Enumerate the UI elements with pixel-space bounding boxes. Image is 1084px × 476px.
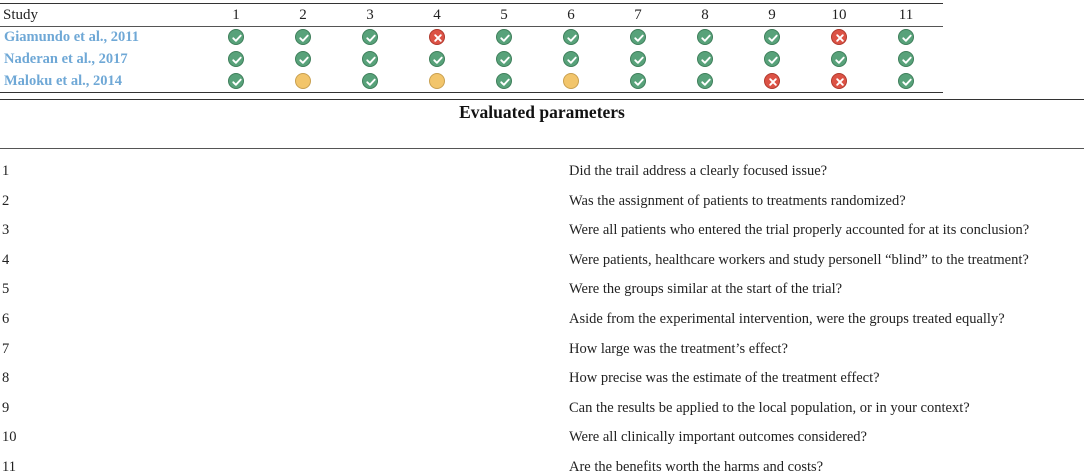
table-top-rule [0,3,943,4]
check-circle-icon [764,29,780,45]
parameter-question: Was the assignment of patients to treatments randomized? [569,193,906,209]
parameter-number: 6 [2,311,10,327]
check-circle-icon [295,29,311,45]
parameter-number: 2 [2,193,10,209]
study-name-link[interactable]: Naderan et al., 2017 [4,51,128,67]
parameters-top-rule [0,99,1084,100]
check-circle-icon [228,73,244,89]
check-circle-icon [496,51,512,67]
parameter-question: Were the groups similar at the start of the trial? [569,281,843,297]
parameter-number: 8 [2,370,10,386]
check-circle-icon [496,29,512,45]
unclear-circle-icon [563,73,579,89]
study-rating-table [0,0,943,93]
parameter-question: Were all patients who entered the trial properly accounted for at its conclusion? [569,222,1030,238]
check-circle-icon [898,29,914,45]
column-header-11: 11 [898,7,914,23]
column-header-10: 10 [831,7,847,23]
parameter-question: How large was the treatment’s effect? [569,341,788,357]
check-circle-icon [630,51,646,67]
check-circle-icon [228,29,244,45]
column-header-7: 7 [634,7,642,23]
parameter-question: How precise was the estimate of the treatment effect? [569,370,880,386]
table-header-rule [0,26,943,27]
check-circle-icon [630,29,646,45]
check-circle-icon [362,73,378,89]
check-circle-icon [697,73,713,89]
column-header-6: 6 [567,7,575,23]
study-column-header: Study [3,7,39,23]
check-circle-icon [764,51,780,67]
unclear-circle-icon [295,73,311,89]
parameter-question: Are the benefits worth the harms and costs? [569,459,824,475]
parameter-number: 9 [2,400,10,416]
check-circle-icon [295,51,311,67]
parameter-number: 3 [2,222,10,238]
x-circle-icon [764,73,780,89]
parameter-question: Were all clinically important outcomes considered? [569,429,867,445]
parameter-number: 5 [2,281,10,297]
check-circle-icon [898,51,914,67]
study-name-link[interactable]: Maloku et al., 2014 [4,73,123,89]
column-header-5: 5 [500,7,508,23]
x-circle-icon [831,73,847,89]
column-header-2: 2 [299,7,307,23]
parameter-number: 10 [2,429,17,445]
check-circle-icon [898,73,914,89]
check-circle-icon [496,73,512,89]
x-circle-icon [831,29,847,45]
parameter-number: 7 [2,341,10,357]
check-circle-icon [429,51,445,67]
check-circle-icon [228,51,244,67]
parameter-question: Were patients, healthcare workers and study personell “blind” to the treatment? [569,252,1029,268]
parameter-number: 1 [2,163,10,179]
check-circle-icon [563,51,579,67]
parameter-number: 11 [2,459,16,475]
parameters-title: Evaluated parameters [459,102,625,122]
column-header-4: 4 [433,7,441,23]
study-name-link[interactable]: Giamundo et al., 2011 [4,29,139,45]
column-header-3: 3 [366,7,374,23]
check-circle-icon [362,51,378,67]
check-circle-icon [697,51,713,67]
x-circle-icon [429,29,445,45]
check-circle-icon [563,29,579,45]
check-circle-icon [362,29,378,45]
check-circle-icon [697,29,713,45]
parameter-question: Did the trail address a clearly focused issue? [569,163,828,179]
column-header-1: 1 [232,7,240,23]
parameter-question: Aside from the experimental intervention, were the groups treated equally? [569,311,1005,327]
table-bottom-rule [0,92,943,93]
column-header-9: 9 [768,7,776,23]
check-circle-icon [831,51,847,67]
parameters-header-rule [0,148,1084,149]
unclear-circle-icon [429,73,445,89]
column-header-8: 8 [701,7,709,23]
check-circle-icon [630,73,646,89]
parameter-number: 4 [2,252,10,268]
parameter-question: Can the results be applied to the local population, or in your context? [569,400,970,416]
